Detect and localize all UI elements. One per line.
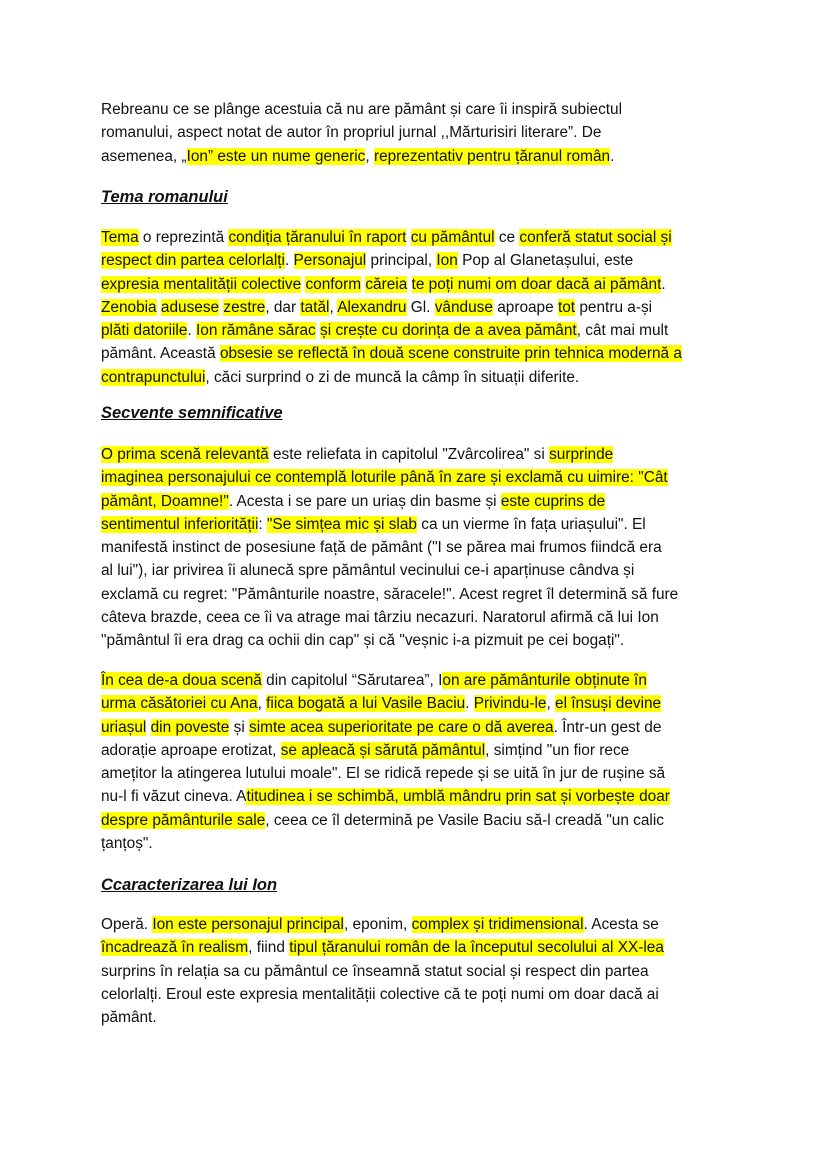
text-line	[101, 490, 678, 513]
text-segment: exclamă cu regret: "Pământurile noastre, săracele!". Acest regret îl determină să fure	[101, 585, 679, 603]
highlighted-text: complex și tridimensional	[411, 916, 584, 933]
highlighted-text: despre pământurile sale	[101, 811, 266, 829]
highlighted-text: expresia mentalității colective	[101, 275, 302, 293]
highlighted-text: vânduse	[434, 298, 493, 316]
text-segment: ,	[329, 298, 338, 316]
paragraph-a-doua-scena	[101, 669, 670, 855]
text-segment: țanțoș".	[101, 835, 153, 853]
text-segment: .	[610, 147, 615, 165]
highlighted-text: pământ, Doamne!"	[101, 492, 229, 510]
highlighted-text: Privindu-le	[473, 695, 547, 713]
highlighted-text: Ion este personajul principal	[152, 916, 344, 933]
text-segment: ca un vierme în fața uriașului". El	[416, 515, 646, 533]
text-line	[101, 443, 678, 466]
text-line	[101, 273, 682, 296]
text-line	[101, 296, 682, 319]
highlighted-text: contrapunctului	[101, 368, 206, 386]
text-line	[101, 513, 678, 536]
highlighted-text: Ion	[436, 252, 458, 270]
text-segment: Gl.	[406, 298, 435, 316]
highlighted-text: tot	[557, 298, 576, 316]
text-line	[101, 98, 622, 121]
text-segment: principal,	[366, 252, 437, 270]
paragraph-caracterizare	[101, 913, 664, 1029]
text-segment: . Acesta i se pare un uriaș din basme și	[228, 492, 501, 510]
text-segment: .	[661, 275, 666, 293]
text-line	[101, 559, 678, 582]
text-segment: Pop al Glanetașului, este	[457, 252, 634, 270]
text-segment: , cât mai mult	[576, 322, 669, 340]
highlighted-text: Alexandru	[337, 298, 407, 316]
highlighted-text: tipul țăranului român de la începutul secolului al XX-lea	[289, 939, 664, 957]
highlighted-text: Tema	[101, 229, 139, 246]
text-line	[101, 983, 664, 1006]
text-line	[101, 466, 678, 489]
text-segment: .	[284, 252, 294, 270]
highlighted-text: respect din partea celorlalți	[101, 252, 285, 270]
text-segment: :	[258, 515, 267, 533]
highlighted-text: cu pământul	[410, 229, 495, 246]
text-line	[101, 809, 670, 832]
text-segment: , fiind	[248, 939, 290, 957]
highlighted-text: sentimentul inferiorității	[101, 515, 259, 533]
text-line	[101, 913, 664, 936]
text-segment: , eponim,	[343, 916, 412, 933]
text-line	[101, 739, 670, 762]
highlighted-text: condiția țăranului în raport	[228, 229, 407, 246]
text-line	[101, 536, 678, 559]
highlighted-text: În cea de-a doua scenă	[101, 672, 262, 689]
text-segment: amețitor la atingerea lutului moale". El se ridică repede și se uită în jur de rușine să	[101, 765, 666, 783]
text-line	[101, 319, 682, 342]
text-line	[101, 583, 678, 606]
text-line	[101, 785, 670, 808]
highlighted-text: adusese	[160, 298, 220, 316]
highlighted-text: încadrează în realism	[101, 939, 249, 957]
text-segment: , dar	[265, 298, 301, 316]
text-line	[101, 1006, 664, 1029]
highlighted-text: din poveste	[150, 718, 230, 736]
highlighted-text: căreia	[365, 275, 408, 293]
highlighted-text: simte acea superioritate pe care o dă averea	[249, 718, 554, 736]
highlighted-text: te poți numi om doar dacă ai pământ	[411, 275, 662, 293]
heading-tema-romanului: Tema romanului	[101, 188, 228, 206]
text-segment: , ceea ce îl determină pe Vasile Baciu să-l creadă "un calic	[265, 811, 664, 829]
text-segment: adorație aproape erotizat,	[101, 741, 281, 759]
highlighted-text: el însuși devine	[555, 695, 662, 713]
text-line	[101, 960, 664, 983]
text-segment: , simțind "un fior rece	[485, 741, 630, 759]
highlighted-text: zestre	[223, 298, 266, 316]
highlighted-text: imaginea personajului ce contemplă loturile până în zare și exclamă cu uimire: "Cât	[101, 469, 668, 487]
text-segment: .	[465, 695, 474, 713]
text-line	[101, 692, 670, 715]
text-segment: aproape	[492, 298, 558, 316]
text-line	[101, 669, 670, 692]
text-segment: pentru a-și	[575, 298, 653, 316]
text-segment: Operă.	[101, 916, 153, 933]
text-segment: și	[229, 718, 250, 736]
text-segment	[407, 276, 411, 293]
highlighted-text: este cuprins de	[500, 492, 606, 510]
text-line	[101, 606, 678, 629]
text-segment: o reprezintă	[138, 229, 229, 246]
highlighted-text: "Se simțea mic și slab	[266, 515, 417, 533]
highlighted-text: on are pământurile obținute în	[442, 672, 647, 689]
highlighted-text: conform	[305, 275, 362, 293]
text-segment: ce	[494, 229, 520, 246]
highlighted-text: fiica bogată a lui Vasile Baciu	[266, 695, 466, 713]
text-line	[101, 226, 682, 249]
highlighted-text: tatăl	[300, 298, 330, 316]
text-segment: din capitolul “Sărutarea”, I	[261, 672, 443, 689]
text-line	[101, 366, 682, 389]
text-line	[101, 762, 670, 785]
text-segment: este reliefata in capitolul "Zvârcolirea" si	[268, 446, 550, 463]
paragraph-prima-scena	[101, 443, 678, 653]
paragraph-tema	[101, 226, 682, 389]
text-segment: romanului, aspect notat de autor în propriul jurnal ,,Mărturisiri literare”. De	[101, 124, 602, 142]
text-line	[101, 716, 670, 739]
text-segment: Rebreanu ce se plânge acestuia că nu are pământ și care îi inspiră subiectul	[101, 101, 623, 118]
text-segment: celorlalți. Eroul este expresia mentalității colective că te poți numi om doar dacă ai	[101, 985, 659, 1003]
heading-caracterizarea-lui-ion: Ccaracterizarea lui Ion	[101, 876, 278, 894]
text-segment: manifestă instinct de posesiune față de pământ ("I se părea mai frumos fiindcă era	[101, 539, 662, 557]
heading-secvente-semnificative: Secvente semnificative	[101, 404, 283, 422]
highlighted-text: se apleacă și sărută pământul	[280, 741, 486, 759]
paragraph-intro	[101, 98, 622, 168]
highlighted-text: uriașul	[101, 718, 147, 736]
text-segment: ,	[365, 147, 374, 165]
text-segment: . Acesta se	[583, 916, 659, 933]
highlighted-text: obsesie se reflectă în două scene construite prin tehnica modernă a	[219, 345, 682, 363]
highlighted-text: Personajul	[293, 252, 367, 270]
highlighted-text: urma căsătoriei cu Ana	[101, 695, 258, 713]
text-segment: ,	[546, 695, 556, 713]
text-line	[101, 145, 622, 168]
text-segment: al lui"), iar privirea îi alunecă spre pământul vecinului ce-i aparținuse cândva și	[101, 562, 635, 580]
text-segment: pământ. Această	[101, 345, 220, 363]
highlighted-text: Ion” este un nume generic	[186, 147, 366, 165]
highlighted-text: surprinde	[549, 446, 614, 463]
text-segment: nu-l fi văzut cineva. A	[101, 788, 247, 806]
text-segment: asemenea, „	[101, 147, 187, 165]
highlighted-text: Ion rămâne sărac	[195, 322, 316, 340]
highlighted-text: plăti datoriile	[101, 322, 188, 340]
text-segment: , căci surprind o zi de muncă la câmp în situații diferite.	[205, 368, 580, 386]
text-segment	[146, 719, 150, 736]
text-segment: ,	[257, 695, 267, 713]
highlighted-text: și crește cu dorința de a avea pământ	[320, 322, 577, 340]
text-segment: . Într-un gest de	[553, 718, 662, 736]
text-segment: surprins în relația sa cu pământul ce înseamnă statut social și respect din partea	[101, 962, 649, 980]
text-line	[101, 121, 622, 144]
highlighted-text: O prima scenă relevantă	[101, 446, 269, 463]
highlighted-text: Zenobia	[101, 298, 157, 316]
text-segment: "pământul îi era drag ca ochii din cap" și că "veșnic i-a pizmuit pe cei bogați".	[101, 632, 625, 650]
text-segment: .	[187, 322, 196, 340]
highlighted-text: conferă statut social și	[519, 229, 672, 246]
highlighted-text: titudinea i se schimbă, umblă mândru prin sat și vorbește doar	[246, 788, 670, 806]
text-line	[101, 249, 682, 272]
text-line	[101, 342, 682, 365]
text-line	[101, 832, 670, 855]
text-segment: pământ.	[101, 1009, 157, 1027]
text-segment: câteva brazde, ceea ce îi va atrage mai târziu necazuri. Naratorul afirmă că lui Ion	[101, 609, 659, 627]
text-line	[101, 629, 678, 652]
highlighted-text: reprezentativ pentru țăranul român	[373, 147, 611, 165]
text-line	[101, 936, 664, 959]
